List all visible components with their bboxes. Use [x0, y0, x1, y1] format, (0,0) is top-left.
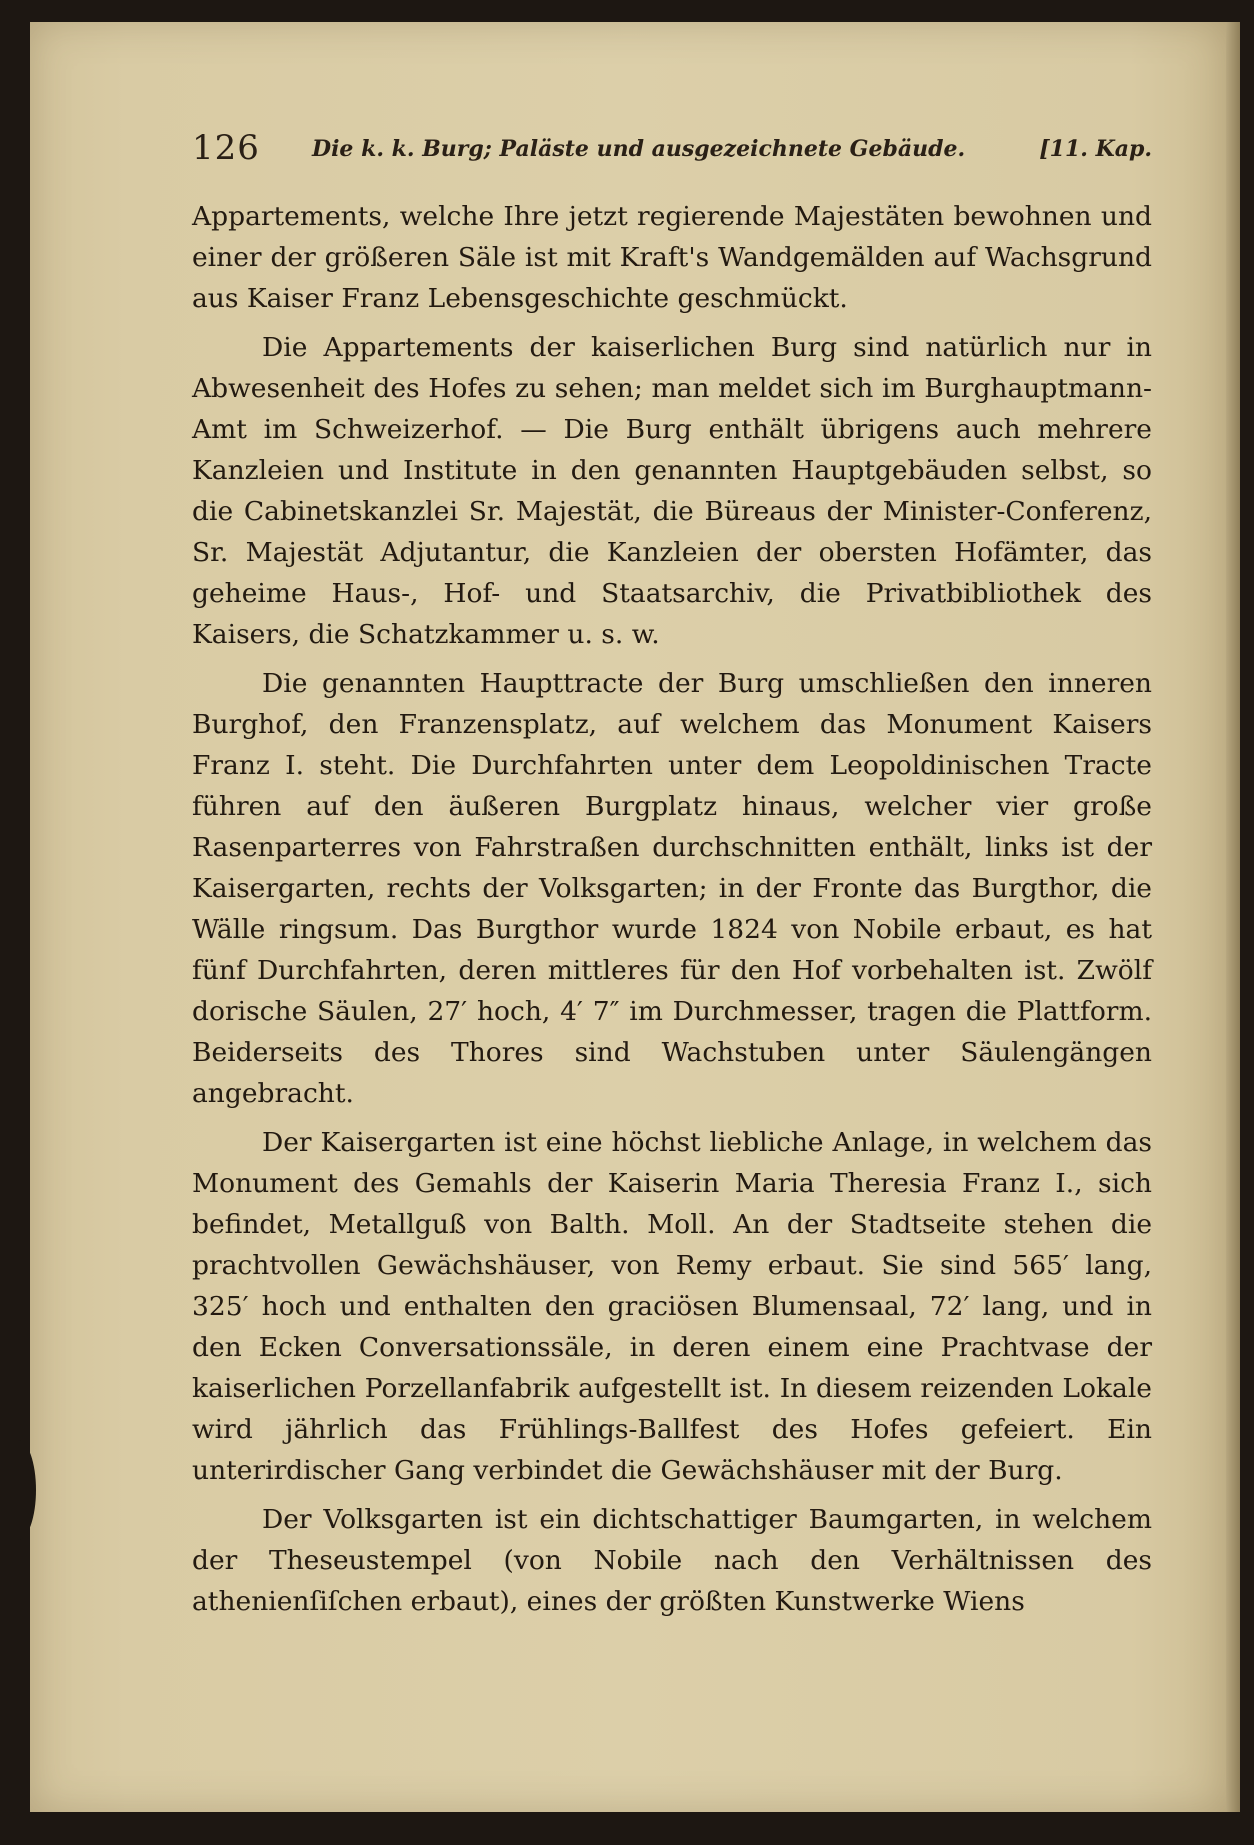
binding-hole [0, 1440, 36, 1540]
paragraph-continuation: Appartements, welche Ihre jetzt regierende Majestäten bewohnen und einer der größeren Säle ist mit Kraft's Wandgemälden auf Wachsgrund aus Kaiser Franz Lebensgeschichte geschmückt. [192, 201, 1152, 314]
running-header [192, 128, 1152, 178]
paragraph-volksgarten: Der Volksgarten ist ein dichtschattiger Baumgarten, in welchem der Theseustempel (von Nobile nach den Verhältnissen des athenienſiſchen erbaut), eines der größten Kunstwerke Wiens [192, 1504, 1152, 1617]
chapter-marker: [11. Kap. [1039, 136, 1152, 162]
page-edge [1226, 22, 1240, 1812]
paragraph-kaisergarten: Der Kaisergarten ist eine höchst liebliche Anlage, in welchem das Monument des Gemahls der Kaiserin Maria Theresia Franz I., sich befindet, Metallguß von Balth. Moll. An der Stadtseite stehen die prachtvollen Gewächshäuser, von Remy erbaut. Sie sind 565′ lang, 325′ hoch und enthalten den graciösen Blumensaal, 72′ lang, und in den Ecken Conversationssäle, in deren einem eine Prachtvase der kaiserlichen Porzellanfabrik aufgestellt ist. In diesem reizenden Lokale wird jährlich das Frühlings-Ballfest des Hofes gefeiert. Ein unterirdischer Gang verbindet die Gewächshäuser mit der Burg. [192, 1127, 1152, 1486]
body-text [192, 196, 1152, 1630]
running-title: Die k. k. Burg; Paläste und ausgezeichnete Gebäude. [312, 136, 966, 162]
paragraph-haupttracte: Die genannten Haupttracte der Burg umschließen den inneren Burghof, den Franzensplatz, auf welchem das Monument Kaisers Franz I. steht. Die Durchfahrten unter dem Leopoldinischen Tracte führen auf den äußeren Burgplatz hinaus, welcher vier große Rasenparterres von Fahrstraßen durchschnitten enthält, links ist der Kaisergarten, rechts der Volksgarten; in der Fronte das Burgthor, die Wälle ringsum. Das Burgthor wurde 1824 von Nobile erbaut, es hat fünf Durchfahrten, deren mittleres für den Hof vorbehalten ist. Zwölf dorische Säulen, 27′ hoch, 4′ 7″ im Durchmesser, tragen die Plattform. Beiderseits des Thores sind Wachstuben unter Säulengängen angebracht. [192, 668, 1152, 1109]
page-number: 126 [192, 128, 260, 168]
paragraph-appartements: Die Appartements der kaiserlichen Burg sind natürlich nur in Abwesenheit des Hofes zu sehen; man meldet sich im Burghauptmann-Amt im Schweizerhof. — Die Burg enthält übrigens auch mehrere Kanzleien und Institute in den genannten Hauptgebäuden selbst, so die Cabinetskanzlei Sr. Majestät, die Büreaus der Minister-Conferenz, Sr. Majestät Adjutantur, die Kanzleien der obersten Hofämter, das geheime Haus-, Hof- und Staatsarchiv, die Privatbibliothek des Kaisers, die Schatzkammer u. s. w. [192, 332, 1152, 650]
